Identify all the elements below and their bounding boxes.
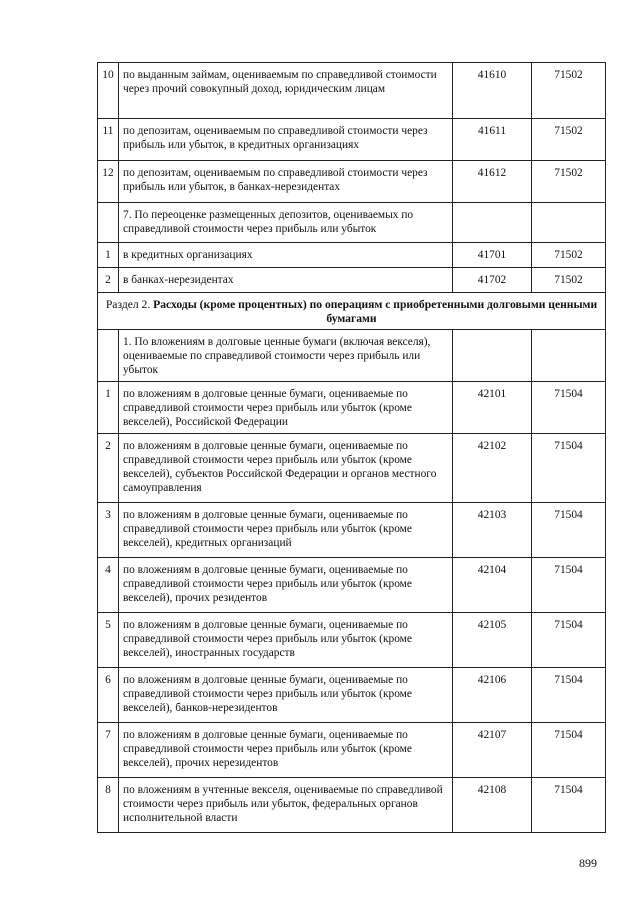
table-row [98,268,606,293]
row-description: в кредитных организациях [119,243,453,268]
section-title: Расходы (кроме процентных) по операциям с приобретенными долговыми ценными бумагами [153,298,598,325]
row-account: 71504 [532,778,606,833]
row-account: 71502 [532,243,606,268]
row-number: 1 [98,382,119,434]
row-account: 71502 [532,63,606,119]
section-title-cell [98,293,606,330]
table-row [98,503,606,558]
row-code: 42102 [453,434,532,503]
row-account: 71504 [532,503,606,558]
table-row [98,243,606,268]
row-code [453,330,532,382]
row-number: 8 [98,778,119,833]
row-account: 71504 [532,558,606,613]
row-number [98,330,119,382]
row-code: 41701 [453,243,532,268]
row-description: в банках-нерезидентах [119,268,453,293]
table-row [98,382,606,434]
row-description: по вложениям в долговые ценные бумаги, оцениваемые по справедливой стоимости через прибыль или убыток (кроме векселей), прочих нерезидентов [119,723,453,778]
row-number [98,203,119,243]
section-row [98,293,606,330]
row-description: по вложениям в долговые ценные бумаги, оцениваемые по справедливой стоимости через прибыль или убыток (кроме векселей), субъектов Российской Федерации и органов местного самоуправления [119,434,453,503]
table-row [98,613,606,668]
row-number: 6 [98,668,119,723]
row-description: 1. По вложениям в долговые ценные бумаги (включая векселя), оцениваемые по справедливой стоимости через прибыль или убыток [119,330,453,382]
row-description: по вложениям в долговые ценные бумаги, оцениваемые по справедливой стоимости через прибыль или убыток (кроме векселей), прочих резидентов [119,558,453,613]
row-description: по вложениям в учтенные векселя, оцениваемые по справедливой стоимости через прибыль или убыток, федеральных органов исполнительной власти [119,778,453,833]
row-account: 71504 [532,723,606,778]
row-code: 41702 [453,268,532,293]
table-row [98,434,606,503]
row-account: 71504 [532,613,606,668]
row-number: 3 [98,503,119,558]
row-number: 2 [98,268,119,293]
row-description: по депозитам, оцениваемым по справедливой стоимости через прибыль или убыток, в кредитных организациях [119,119,453,161]
table-row [98,558,606,613]
row-code: 42104 [453,558,532,613]
row-number: 4 [98,558,119,613]
row-account: 71504 [532,434,606,503]
table-body-top [98,63,606,293]
table-row [98,119,606,161]
section-lead: Раздел 2. [105,298,154,311]
table-row [98,161,606,203]
page-number: 899 [579,856,597,870]
row-number: 5 [98,613,119,668]
row-code [453,203,532,243]
accounts-table [97,62,606,833]
row-description: 7. По переоценке размещенных депозитов, оцениваемых по справедливой стоимости через прибыль или убыток [119,203,453,243]
row-description: по вложениям в долговые ценные бумаги, оцениваемые по справедливой стоимости через прибыль или убыток (кроме векселей), кредитных организаций [119,503,453,558]
section-header [98,293,606,330]
row-description: по вложениям в долговые ценные бумаги, оцениваемые по справедливой стоимости через прибыль или убыток (кроме векселей), Российской Федерации [119,382,453,434]
row-number: 11 [98,119,119,161]
row-description: по выданным займам, оцениваемым по справедливой стоимости через прочий совокупный доход, юридическим лицам [119,63,453,119]
row-code: 42108 [453,778,532,833]
row-account [532,330,606,382]
row-code: 42107 [453,723,532,778]
row-number: 7 [98,723,119,778]
row-number: 1 [98,243,119,268]
row-code: 42106 [453,668,532,723]
row-code: 41610 [453,63,532,119]
row-description: по депозитам, оцениваемым по справедливой стоимости через прибыль или убыток, в банках-нерезидентах [119,161,453,203]
row-number: 2 [98,434,119,503]
row-description: по вложениям в долговые ценные бумаги, оцениваемые по справедливой стоимости через прибыль или убыток (кроме векселей), банков-нерезидентов [119,668,453,723]
row-account: 71504 [532,382,606,434]
row-code: 42105 [453,613,532,668]
row-description: по вложениям в долговые ценные бумаги, оцениваемые по справедливой стоимости через прибыль или убыток (кроме векселей), иностранных государств [119,613,453,668]
table-row [98,330,606,382]
table-row [98,668,606,723]
row-code: 41612 [453,161,532,203]
row-number: 10 [98,63,119,119]
row-number: 12 [98,161,119,203]
row-account [532,203,606,243]
row-code: 42103 [453,503,532,558]
row-account: 71504 [532,668,606,723]
table-row [98,203,606,243]
row-account: 71502 [532,268,606,293]
table-body-bottom [98,330,606,833]
row-account: 71502 [532,161,606,203]
table-row [98,778,606,833]
table-row [98,723,606,778]
row-code: 41611 [453,119,532,161]
row-account: 71502 [532,119,606,161]
table-row [98,63,606,119]
row-code: 42101 [453,382,532,434]
